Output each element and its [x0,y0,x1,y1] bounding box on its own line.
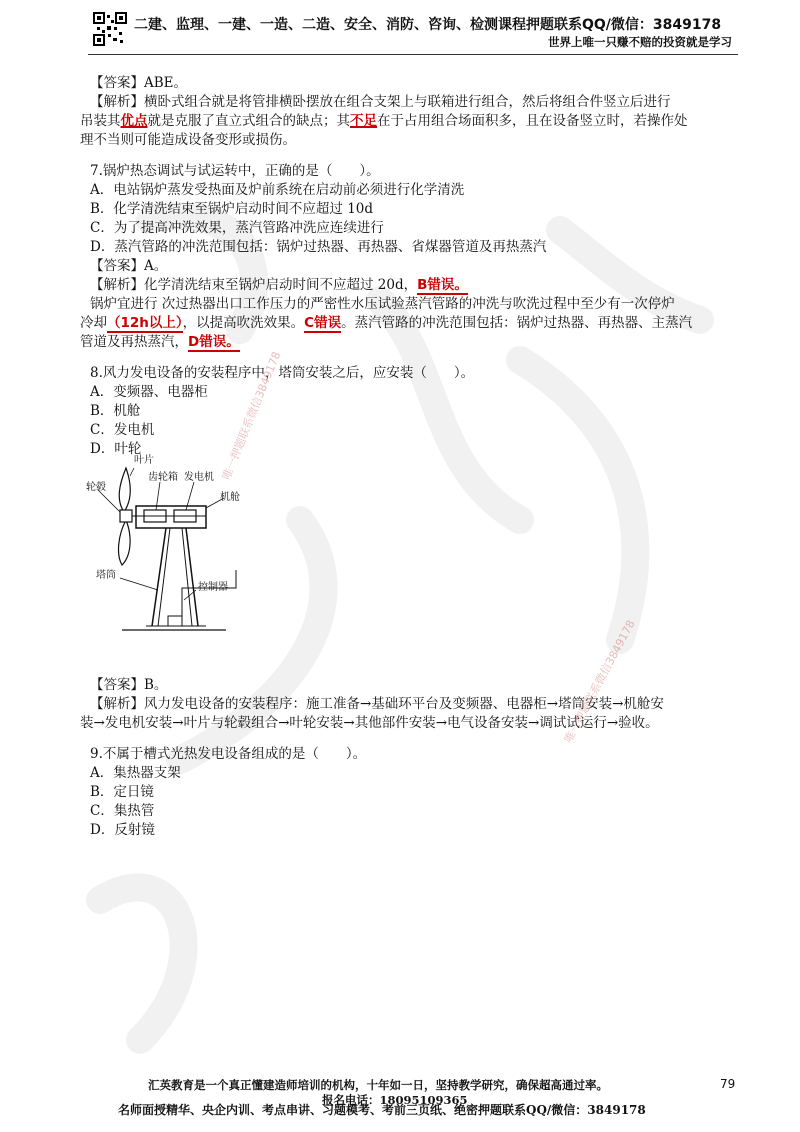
q8-option-d: D．叶轮 [90,441,142,457]
q9-option-c: C．集热管 [90,803,155,819]
q7-analysis-line-4: 管道及再热蒸汽，D错误。 [80,334,240,350]
blade-lower [119,520,131,565]
label-controller: 控制器 [198,582,228,593]
footer-line-1: 汇英教育是一个真正懂建造师培训的机构，十年如一日，坚持教学研究，确保超高通过率。 [148,1078,608,1092]
q7-option-d: D．蒸汽管路的冲洗范围包括：锅炉过热器、再热器、省煤器管道及再热蒸汽 [90,239,547,255]
q8-analysis-line-2: 装→发电机安装→叶片与轮毂组合→叶轮安装→其他部件安装→电气设备安装→调试试运行→验收。 [80,715,659,731]
label-nacelle: 机舱 [220,492,240,503]
header-title: 二建、监理、一建、一造、二造、安全、消防、咨询、检测课程押题联系QQ/微信：3849178 [134,17,722,33]
prev-analysis-line-1: 【解析】横卧式组合就是将管排横卧摆放在组合支架上与联箱进行组合，然后将组合件竖立后进行 [90,94,671,110]
q7-analysis-line-1: 【解析】化学清洗结束至锅炉启动时间不应超过 20d，B错误。 [90,277,468,293]
blade-upper [119,468,130,512]
label-blade: 叶片 [134,455,154,466]
q9-option-a: A．集热器支架 [90,765,181,781]
prev-analysis-line-2: 吊装其优点就是克服了直立式组合的缺点；其不足在于占用组合场面积多，且在设备竖立时，若操作处 [80,113,688,129]
q7-answer: 【答案】A。 [90,258,168,274]
document-body-lower [80,676,736,840]
footer-line-2: 名师面授精华、央企内训、考点串讲、习题模考、考前三页纸、绝密押题联系QQ/微信：3849178 [118,1103,646,1117]
highlight-advantage: 优点 [120,113,148,129]
prev-answer: 【答案】ABE。 [90,75,188,91]
q7-d-wrong: D错误。 [188,334,240,350]
q7-stem: 7.锅炉热态调试与试运转中，正确的是（ ）。 [90,163,380,179]
document-body [80,74,736,459]
q8-option-c: C．发电机 [90,422,155,438]
watermark-diagonal-1: 唯一押题联系微信3849178 [219,349,284,482]
q8-analysis-line-1: 【解析】风力发电设备的安装程序：施工准备→基础环平台及变频器、电器柜→塔筒安装→机舱安 [90,696,664,712]
header-subtitle: 世界上唯一只赚不赔的投资就是学习 [548,35,732,49]
q8-option-b: B．机舱 [90,403,141,419]
q9-stem: 9.不属于槽式光热发电设备组成的是（ ）。 [90,746,367,762]
q7-b-wrong: B错误。 [417,277,468,293]
q8-option-a: A．变频器、电器柜 [90,384,208,400]
header-divider [88,54,738,55]
label-hub: 轮毂 [86,482,106,493]
prev-analysis-line-3: 理不当则可能造成设备变形或损伤。 [80,132,296,148]
label-gearbox: 齿轮箱 [148,472,178,483]
highlight-disadvantage: 不足 [350,113,377,129]
q8-stem: 8.风力发电设备的安装程序中，塔筒安装之后，应安装（ ）。 [90,365,475,381]
page-number: 79 [720,1077,736,1091]
q7-option-a: A．电站锅炉蒸发受热面及炉前系统在启动前必须进行化学清洗 [90,182,465,198]
q7-analysis-line-2: 锅炉宜进行 次过热器出口工作压力的严密性水压试验蒸汽管路的冲洗与吹洗过程中至少有一次停炉 [90,296,675,312]
q9-option-d: D．反射镜 [90,822,155,838]
footer-tel: 报名电话：18095109365 [322,1093,468,1107]
watermark-diagonal-2: 唯一押题联系微信3849178 [561,617,638,746]
label-tower: 塔筒 [96,570,116,581]
q7-c-wrong: C错误 [304,315,342,331]
hub-shape [120,510,132,522]
q7-12h-highlight: （12h以上） [107,315,183,331]
q7-analysis-line-3: 冷却（12h以上），以提高吹洗效果。C错误。蒸汽管路的冲洗范围包括：锅炉过热器、再热器、主蒸汽 [80,315,693,331]
q7-option-c: C．为了提高冲洗效果，蒸汽管路冲洗应连续进行 [90,220,384,236]
controller-box [168,616,182,626]
qr-code-icon [93,12,127,46]
q8-answer: 【答案】B。 [90,677,168,693]
q7-option-b: B．化学清洗结束至锅炉启动时间不应超过 10d [90,201,374,217]
tower-shape [152,528,198,626]
label-generator: 发电机 [184,472,214,483]
q9-option-b: B．定日镜 [90,784,154,800]
